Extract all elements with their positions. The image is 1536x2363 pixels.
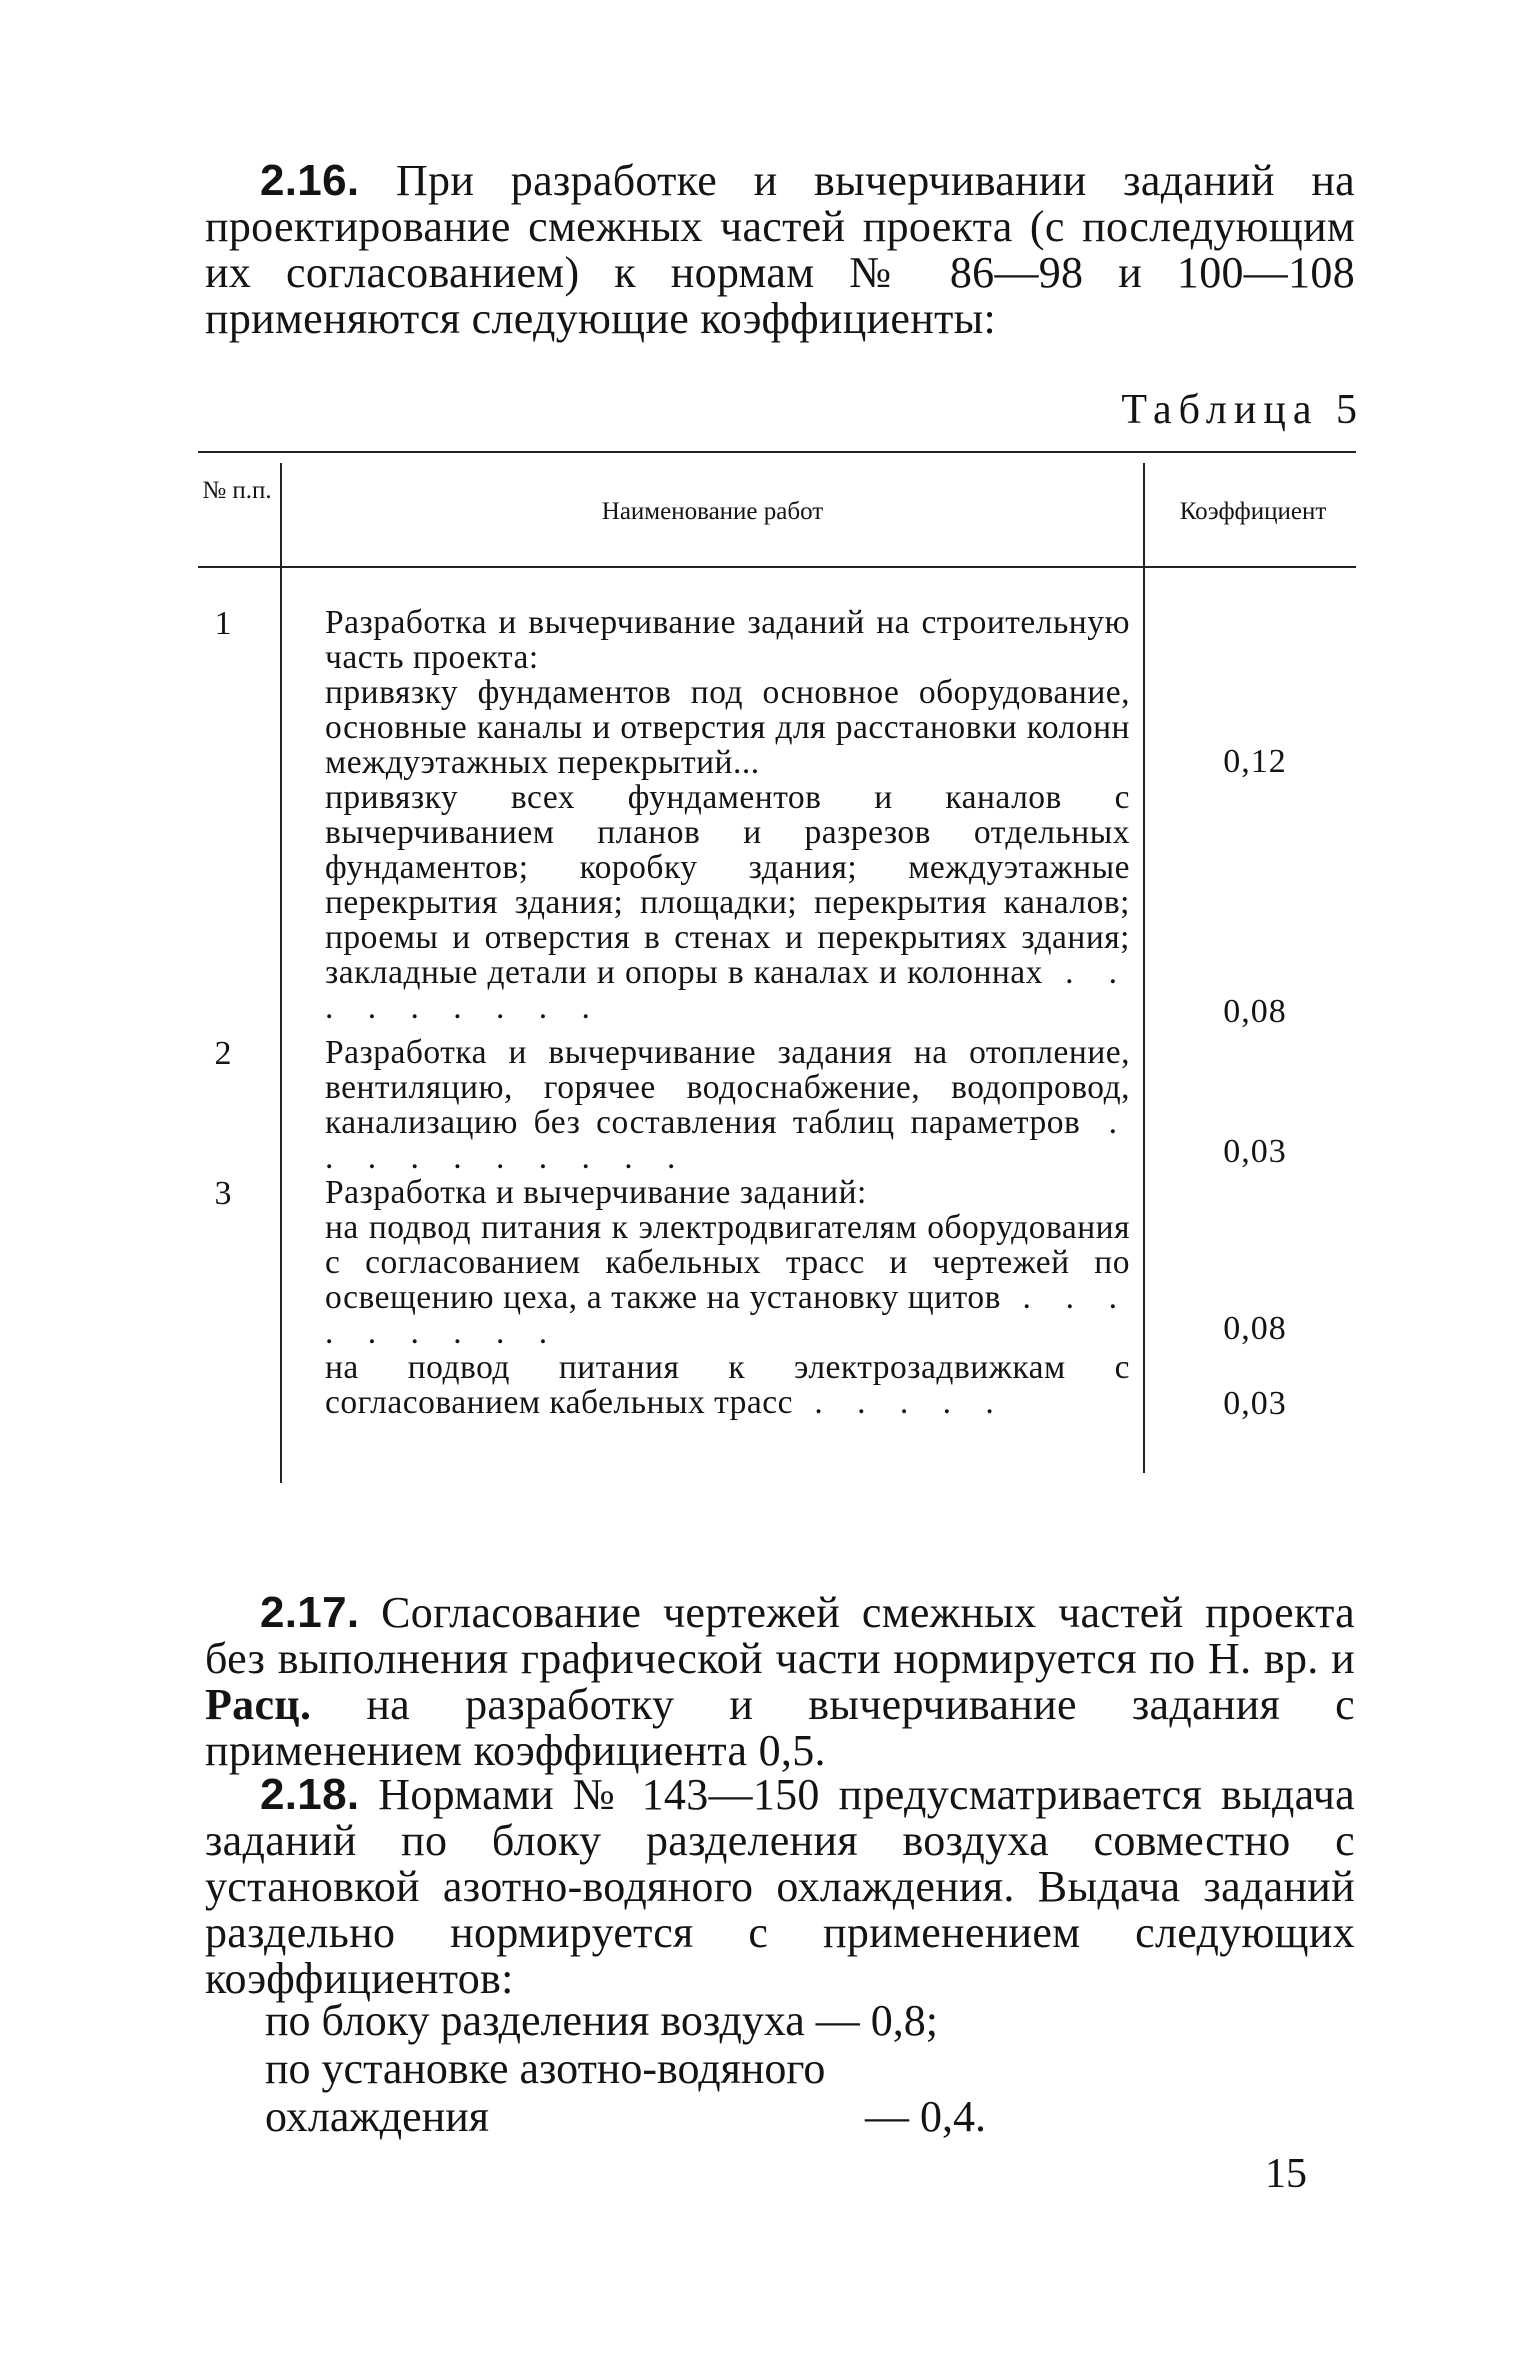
row-3-item-2-text: на подвод питания к электрозадвижкам с согласованием кабельных трасс	[325, 1349, 1130, 1421]
row-3-item-1-coef: 0,08	[1223, 1310, 1287, 1347]
table-top-rule	[198, 451, 1356, 453]
paragraph-2-18	[205, 1772, 1355, 2002]
row-1-title	[325, 605, 1130, 675]
paragraph-number: 2.18.	[260, 1770, 360, 1819]
paragraph-2-16	[205, 158, 1355, 342]
row-1-item-2-text: привязку всех фундаментов и каналов с вычерчиванием планов и разрезов отдельных фундаментов; коробку здания; междуэтажные перекрытия здания; площадки; перекрытия каналов; проемы и отверстия в стенах и перекрытиях здания; закладные детали и опоры в каналах и колоннах	[325, 779, 1130, 991]
header-num: № п.п.	[202, 477, 272, 504]
page-number: 15	[1265, 2151, 1307, 2197]
row-2-title: Разработка и вычерчивание задания на отопление, вентиляцию, горячее водоснабжение, водопровод, канализацию без составления таблиц параметров . . . . . . . . . .	[325, 1034, 1130, 1176]
row-1-title-text: Разработка и вычерчивание заданий на строительную часть проекта:	[325, 604, 1130, 676]
row-1-item-2-coef: 0,08	[1223, 993, 1287, 1030]
coef-list-line-3b: — 0,4.	[865, 2092, 986, 2141]
paragraph-text: При разработке и вычерчивании заданий на проектирование смежных частей проекта (с последующим их согласованием) к нормам № 86—98 и 100—108 применяются следующие коэффициенты:	[205, 156, 1356, 343]
row-3-item-2-coef: 0,03	[1223, 1385, 1287, 1422]
header-coef: Коэффициент	[1179, 498, 1327, 525]
row-3-item-1: на подвод питания к электродвигателям оборудования с согласованием кабельных трасс и чертежей по освещению цеха, а также на установку щитов . . . . . . . . .	[325, 1209, 1131, 1351]
coef-list-line-1: по блоку разделения воздуха — 0,8;	[265, 1996, 939, 2045]
header-name: Наименование работ	[601, 498, 824, 525]
coef-list-line-3a: охлаждения	[265, 2092, 490, 2141]
row-1-item-1-text: привязку фундаментов под основное оборудование, основные каналы и отверстия для расстановки колонн междуэтажных перекрытий...	[325, 674, 1130, 781]
row-1-item-2: привязку всех фундаментов и каналов с вычерчиванием планов и разрезов отдельных фундаментов; коробку здания; междуэтажные перекрытия здания; площадки; перекрытия каналов; проемы и отверстия в стенах и перекрытиях здания; закладные детали и опоры в каналах и колоннах . . . . . . . . .	[325, 779, 1130, 1026]
row-1-item-1-coef: 0,12	[1223, 743, 1287, 780]
row-1-item-1	[325, 675, 1130, 780]
paragraph-2-17	[205, 1590, 1355, 1774]
paragraph-text-bold: Расц.	[205, 1680, 312, 1729]
paragraph-text: Нормами № 143—150 предусматривается выдача заданий по блоку разделения воздуха совместно с установкой азотно-водяного охлаждения. Выдача заданий раздельно нормируется с применением следующих коэффициентов:	[205, 1770, 1355, 2003]
table-divider-right	[1143, 463, 1145, 1473]
paragraph-text-b: на разработку и вычерчивание задания с применением коэффициента 0,5.	[205, 1680, 1355, 1775]
table-divider-left	[280, 463, 282, 1483]
row-2-coef: 0,03	[1223, 1133, 1287, 1170]
table-header-rule	[198, 566, 1356, 568]
coef-list-line-2: по установке азотно-водяного	[265, 2044, 826, 2093]
paragraph-number: 2.16.	[260, 156, 360, 205]
row-3-item-2: на подвод питания к электрозадвижкам с согласованием кабельных трасс . . . . .	[325, 1349, 1130, 1421]
row-2-title-text: Разработка и вычерчивание задания на отопление, вентиляцию, горячее водоснабжение, водопровод, канализацию без составления таблиц параметров	[325, 1034, 1130, 1141]
row-3-title	[325, 1175, 1130, 1210]
row-3-item-1-text: на подвод питания к электродвигателям оборудования с согласованием кабельных трасс и чертежей по освещению цеха, а также на установку щитов	[325, 1209, 1130, 1316]
row-number-3: 3	[214, 1175, 232, 1212]
row-3-title-text: Разработка и вычерчивание заданий:	[325, 1174, 867, 1211]
paragraph-text-a: Согласование чертежей смежных частей проекта без выполнения графической части нормируется по Н. вр. и	[205, 1588, 1355, 1683]
paragraph-number: 2.17.	[260, 1588, 360, 1637]
row-number-1: 1	[214, 605, 232, 642]
row-number-2: 2	[214, 1035, 232, 1072]
table-caption: Таблица 5	[1121, 387, 1364, 433]
